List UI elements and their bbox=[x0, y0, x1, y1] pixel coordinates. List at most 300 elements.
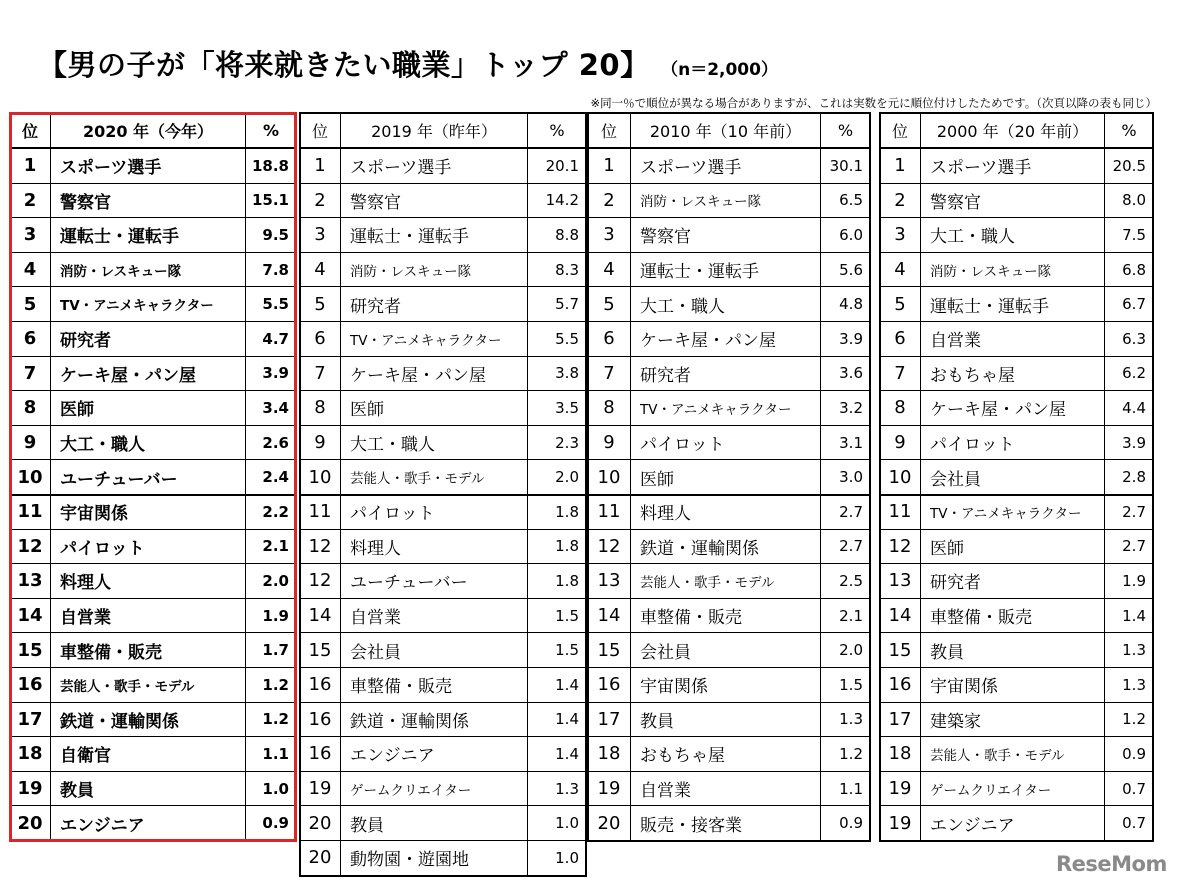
rank-cell: 5 bbox=[880, 287, 921, 322]
rank-cell: 1 bbox=[880, 149, 921, 184]
occupation-cell: 教員 bbox=[51, 772, 246, 807]
rank-cell: 2 bbox=[10, 184, 51, 219]
table-row bbox=[300, 841, 586, 876]
table-row bbox=[588, 806, 870, 841]
rank-header: 位 bbox=[10, 113, 51, 149]
occupation-cell: パイロット bbox=[341, 495, 528, 530]
rank-cell: 7 bbox=[880, 357, 921, 392]
table-row bbox=[300, 322, 586, 357]
rank-cell: 5 bbox=[300, 287, 341, 322]
occupation-cell: パイロット bbox=[921, 426, 1105, 461]
occupation-cell: 消防・レスキュー隊 bbox=[921, 253, 1105, 288]
occupation-cell: 大工・職人 bbox=[51, 426, 246, 461]
page-title bbox=[38, 43, 778, 84]
rank-cell: 20 bbox=[10, 806, 51, 841]
rank-cell: 13 bbox=[588, 564, 631, 599]
occupation-cell: スポーツ選手 bbox=[51, 149, 246, 184]
occupation-cell: ケーキ屋・パン屋 bbox=[921, 391, 1105, 426]
percent-cell: 1.3 bbox=[1105, 633, 1153, 668]
table-row bbox=[10, 460, 296, 495]
rank-cell: 10 bbox=[10, 460, 51, 495]
rank-cell: 3 bbox=[10, 218, 51, 253]
percent-cell: 1.8 bbox=[528, 530, 586, 565]
percent-cell: 2.7 bbox=[1105, 495, 1153, 530]
rank-cell: 7 bbox=[300, 357, 341, 392]
percent-cell: 3.9 bbox=[821, 322, 870, 357]
percent-cell: 6.7 bbox=[1105, 287, 1153, 322]
table-row bbox=[588, 668, 870, 703]
table-row bbox=[588, 149, 870, 184]
resemom-logo: ReseMom bbox=[1056, 852, 1167, 876]
occupation-cell: 宇宙関係 bbox=[921, 668, 1105, 703]
occupation-cell: 動物園・遊園地 bbox=[341, 841, 528, 876]
rank-cell: 13 bbox=[880, 564, 921, 599]
table-row bbox=[10, 184, 296, 219]
percent-cell: 2.7 bbox=[821, 530, 870, 565]
table-row bbox=[10, 495, 296, 530]
table-row bbox=[880, 772, 1153, 807]
percent-cell: 0.9 bbox=[246, 806, 296, 841]
rank-cell: 12 bbox=[300, 564, 341, 599]
rank-separator bbox=[588, 494, 870, 496]
percent-cell: 1.2 bbox=[1105, 703, 1153, 738]
percent-cell: 3.9 bbox=[1105, 426, 1153, 461]
occupation-cell: スポーツ選手 bbox=[341, 149, 528, 184]
rank-cell: 2 bbox=[588, 184, 631, 219]
percent-cell: 3.0 bbox=[821, 460, 870, 495]
rank-cell: 3 bbox=[880, 218, 921, 253]
rank-cell: 17 bbox=[10, 703, 51, 738]
percent-cell: 3.2 bbox=[821, 391, 870, 426]
percent-cell: 8.8 bbox=[528, 218, 586, 253]
table-row bbox=[588, 253, 870, 288]
percent-cell: 1.0 bbox=[246, 772, 296, 807]
percent-cell: 1.3 bbox=[528, 772, 586, 807]
rank-cell: 16 bbox=[300, 668, 341, 703]
percent-header: % bbox=[821, 113, 870, 149]
table-row bbox=[10, 218, 296, 253]
occupation-cell: 自営業 bbox=[51, 599, 246, 634]
occupation-cell: ゲームクリエイター bbox=[921, 772, 1105, 807]
rank-cell: 3 bbox=[588, 218, 631, 253]
table-row bbox=[880, 253, 1153, 288]
percent-cell: 1.1 bbox=[821, 772, 870, 807]
percent-cell: 2.0 bbox=[246, 564, 296, 599]
percent-cell: 1.5 bbox=[528, 599, 586, 634]
occupation-cell: スポーツ選手 bbox=[631, 149, 821, 184]
occupation-cell: 会社員 bbox=[921, 460, 1105, 495]
percent-cell: 4.7 bbox=[246, 322, 296, 357]
table-row bbox=[588, 322, 870, 357]
occupation-cell: 警察官 bbox=[921, 184, 1105, 219]
year-header: 2000 年（20 年前） bbox=[921, 113, 1105, 149]
rank-cell: 19 bbox=[880, 806, 921, 841]
occupation-cell: TV・アニメキャラクター bbox=[51, 287, 246, 322]
percent-cell: 1.9 bbox=[246, 599, 296, 634]
rank-cell: 6 bbox=[10, 322, 51, 357]
table-row bbox=[10, 737, 296, 772]
occupation-cell: 料理人 bbox=[51, 564, 246, 599]
rank-cell: 9 bbox=[300, 426, 341, 461]
occupation-cell: 消防・レスキュー隊 bbox=[341, 253, 528, 288]
occupation-cell: 建築家 bbox=[921, 703, 1105, 738]
percent-cell: 2.1 bbox=[246, 530, 296, 565]
percent-cell: 2.8 bbox=[1105, 460, 1153, 495]
occupation-cell: 運転士・運転手 bbox=[341, 218, 528, 253]
percent-header: % bbox=[246, 113, 296, 149]
rank-cell: 9 bbox=[588, 426, 631, 461]
occupation-cell: 芸能人・歌手・モデル bbox=[921, 737, 1105, 772]
table-row bbox=[880, 737, 1153, 772]
occupation-cell: 芸能人・歌手・モデル bbox=[631, 564, 821, 599]
year-header: 2020 年（今年） bbox=[51, 113, 246, 149]
occupation-cell: 料理人 bbox=[341, 530, 528, 565]
table-row bbox=[588, 218, 870, 253]
rank-cell: 10 bbox=[880, 460, 921, 495]
occupation-cell: おもちゃ屋 bbox=[631, 737, 821, 772]
percent-cell: 4.8 bbox=[821, 287, 870, 322]
percent-cell: 7.5 bbox=[1105, 218, 1153, 253]
table-row bbox=[880, 426, 1153, 461]
percent-cell: 1.0 bbox=[528, 806, 586, 841]
table-row bbox=[588, 633, 870, 668]
rank-cell: 6 bbox=[588, 322, 631, 357]
rank-cell: 12 bbox=[880, 530, 921, 565]
table-row bbox=[880, 806, 1153, 841]
table-row bbox=[880, 184, 1153, 219]
table-row bbox=[10, 668, 296, 703]
table-row bbox=[10, 357, 296, 392]
table-row bbox=[10, 322, 296, 357]
percent-cell: 1.5 bbox=[821, 668, 870, 703]
rank-separator bbox=[10, 494, 296, 496]
rank-cell: 19 bbox=[588, 772, 631, 807]
occupation-cell: 教員 bbox=[631, 703, 821, 738]
table-row bbox=[300, 391, 586, 426]
occupation-cell: エンジニア bbox=[921, 806, 1105, 841]
percent-cell: 8.3 bbox=[528, 253, 586, 288]
rank-cell: 2 bbox=[880, 184, 921, 219]
table-row bbox=[300, 772, 586, 807]
occupation-cell: 運転士・運転手 bbox=[921, 287, 1105, 322]
table-row bbox=[880, 460, 1153, 495]
table-row bbox=[588, 391, 870, 426]
table-row bbox=[300, 806, 586, 841]
occupation-cell: 芸能人・歌手・モデル bbox=[51, 668, 246, 703]
percent-header: % bbox=[1105, 113, 1153, 149]
rank-cell: 4 bbox=[10, 253, 51, 288]
percent-cell: 7.8 bbox=[246, 253, 296, 288]
footnote: ※同一％で順位が異なる場合がありますが、これは実数を元に順位付けしたためです。（次頁以降の表も同じ） bbox=[590, 96, 1157, 110]
occupation-cell: 大工・職人 bbox=[341, 426, 528, 461]
rank-cell: 16 bbox=[300, 703, 341, 738]
table-row bbox=[588, 564, 870, 599]
rank-cell: 19 bbox=[300, 772, 341, 807]
occupation-cell: 警察官 bbox=[631, 218, 821, 253]
table-row bbox=[880, 668, 1153, 703]
occupation-cell: 消防・レスキュー隊 bbox=[631, 184, 821, 219]
rank-cell: 15 bbox=[880, 633, 921, 668]
rank-cell: 8 bbox=[588, 391, 631, 426]
percent-cell: 0.7 bbox=[1105, 806, 1153, 841]
percent-cell: 3.4 bbox=[246, 391, 296, 426]
occupation-cell: 消防・レスキュー隊 bbox=[51, 253, 246, 288]
rank-cell: 16 bbox=[588, 668, 631, 703]
percent-cell: 1.1 bbox=[246, 737, 296, 772]
percent-cell: 1.7 bbox=[246, 633, 296, 668]
rank-cell: 1 bbox=[10, 149, 51, 184]
table-row bbox=[300, 253, 586, 288]
occupation-cell: 販売・接客業 bbox=[631, 806, 821, 841]
percent-cell: 2.7 bbox=[821, 495, 870, 530]
percent-cell: 5.7 bbox=[528, 287, 586, 322]
occupation-cell: 研究者 bbox=[51, 322, 246, 357]
occupation-cell: 宇宙関係 bbox=[631, 668, 821, 703]
percent-cell: 2.7 bbox=[1105, 530, 1153, 565]
rank-cell: 4 bbox=[588, 253, 631, 288]
percent-cell: 6.5 bbox=[821, 184, 870, 219]
table-row bbox=[588, 184, 870, 219]
percent-cell: 1.2 bbox=[246, 703, 296, 738]
percent-cell: 1.3 bbox=[821, 703, 870, 738]
occupation-cell: 車整備・販売 bbox=[921, 599, 1105, 634]
table-row bbox=[10, 564, 296, 599]
table-row bbox=[10, 772, 296, 807]
table-row bbox=[588, 426, 870, 461]
occupation-cell: 料理人 bbox=[631, 495, 821, 530]
occupation-cell: 自衛官 bbox=[51, 737, 246, 772]
table-row bbox=[300, 530, 586, 565]
percent-cell: 1.0 bbox=[528, 841, 586, 876]
rank-cell: 16 bbox=[880, 668, 921, 703]
occupation-cell: 教員 bbox=[921, 633, 1105, 668]
rank-cell: 16 bbox=[10, 668, 51, 703]
percent-cell: 1.4 bbox=[528, 668, 586, 703]
percent-cell: 1.4 bbox=[1105, 599, 1153, 634]
rank-cell: 20 bbox=[300, 841, 341, 876]
percent-cell: 1.8 bbox=[528, 495, 586, 530]
percent-cell: 6.3 bbox=[1105, 322, 1153, 357]
percent-cell: 1.5 bbox=[528, 633, 586, 668]
table-row bbox=[880, 703, 1153, 738]
percent-cell: 3.1 bbox=[821, 426, 870, 461]
rank-cell: 11 bbox=[880, 495, 921, 530]
percent-cell: 3.5 bbox=[528, 391, 586, 426]
table-row bbox=[10, 287, 296, 322]
percent-cell: 1.4 bbox=[528, 737, 586, 772]
rank-cell: 5 bbox=[588, 287, 631, 322]
table-row bbox=[10, 703, 296, 738]
percent-cell: 2.6 bbox=[246, 426, 296, 461]
percent-cell: 5.5 bbox=[246, 287, 296, 322]
percent-cell: 2.0 bbox=[528, 460, 586, 495]
occupation-cell: ユーチューバー bbox=[51, 460, 246, 495]
percent-cell: 1.3 bbox=[1105, 668, 1153, 703]
percent-cell: 2.1 bbox=[821, 599, 870, 634]
percent-cell: 8.0 bbox=[1105, 184, 1153, 219]
rank-cell: 9 bbox=[880, 426, 921, 461]
percent-cell: 0.7 bbox=[1105, 772, 1153, 807]
table-row bbox=[300, 149, 586, 184]
table-row bbox=[300, 218, 586, 253]
percent-cell: 6.8 bbox=[1105, 253, 1153, 288]
table-row bbox=[300, 737, 586, 772]
table-row bbox=[300, 426, 586, 461]
occupation-cell: 研究者 bbox=[921, 564, 1105, 599]
occupation-cell: パイロット bbox=[631, 426, 821, 461]
percent-cell: 2.0 bbox=[821, 633, 870, 668]
occupation-cell: 自営業 bbox=[341, 599, 528, 634]
rank-cell: 8 bbox=[300, 391, 341, 426]
rank-cell: 15 bbox=[10, 633, 51, 668]
occupation-cell: 医師 bbox=[631, 460, 821, 495]
table-row bbox=[300, 287, 586, 322]
table-row bbox=[10, 806, 296, 841]
rank-cell: 7 bbox=[588, 357, 631, 392]
percent-cell: 20.1 bbox=[528, 149, 586, 184]
occupation-cell: 会社員 bbox=[341, 633, 528, 668]
table-row bbox=[10, 426, 296, 461]
rank-cell: 15 bbox=[300, 633, 341, 668]
percent-cell: 18.8 bbox=[246, 149, 296, 184]
rank-header: 位 bbox=[880, 113, 921, 149]
percent-cell: 9.5 bbox=[246, 218, 296, 253]
rank-cell: 6 bbox=[300, 322, 341, 357]
occupation-cell: 医師 bbox=[921, 530, 1105, 565]
percent-cell: 3.9 bbox=[246, 357, 296, 392]
rank-cell: 14 bbox=[300, 599, 341, 634]
occupation-cell: 警察官 bbox=[341, 184, 528, 219]
percent-cell: 14.2 bbox=[528, 184, 586, 219]
rank-cell: 12 bbox=[10, 530, 51, 565]
occupation-cell: 医師 bbox=[341, 391, 528, 426]
percent-cell: 4.4 bbox=[1105, 391, 1153, 426]
occupation-cell: 警察官 bbox=[51, 184, 246, 219]
occupation-cell: TV・アニメキャラクター bbox=[921, 495, 1105, 530]
occupation-cell: TV・アニメキャラクター bbox=[341, 322, 528, 357]
rank-cell: 19 bbox=[10, 772, 51, 807]
table-row bbox=[880, 599, 1153, 634]
occupation-cell: 医師 bbox=[51, 391, 246, 426]
percent-cell: 2.2 bbox=[246, 495, 296, 530]
occupation-cell: 運転士・運転手 bbox=[51, 218, 246, 253]
rank-cell: 15 bbox=[588, 633, 631, 668]
rank-cell: 19 bbox=[880, 772, 921, 807]
percent-cell: 3.6 bbox=[821, 357, 870, 392]
rank-cell: 14 bbox=[588, 599, 631, 634]
table-row bbox=[880, 391, 1153, 426]
occupation-cell: 大工・職人 bbox=[631, 287, 821, 322]
percent-cell: 1.2 bbox=[246, 668, 296, 703]
rank-cell: 13 bbox=[10, 564, 51, 599]
table-row bbox=[10, 253, 296, 288]
table-header bbox=[300, 113, 586, 149]
percent-cell: 2.3 bbox=[528, 426, 586, 461]
table-row bbox=[880, 287, 1153, 322]
occupation-cell: 鉄道・運輸関係 bbox=[341, 703, 528, 738]
occupation-cell: TV・アニメキャラクター bbox=[631, 391, 821, 426]
occupation-cell: ゲームクリエイター bbox=[341, 772, 528, 807]
percent-cell: 5.6 bbox=[821, 253, 870, 288]
rank-cell: 11 bbox=[588, 495, 631, 530]
rank-cell: 3 bbox=[300, 218, 341, 253]
percent-cell: 1.8 bbox=[528, 564, 586, 599]
percent-header: % bbox=[528, 113, 586, 149]
rank-cell: 7 bbox=[10, 357, 51, 392]
rank-cell: 10 bbox=[588, 460, 631, 495]
percent-cell: 2.5 bbox=[821, 564, 870, 599]
occupation-cell: おもちゃ屋 bbox=[921, 357, 1105, 392]
year-header: 2010 年（10 年前） bbox=[631, 113, 821, 149]
occupation-cell: 自営業 bbox=[631, 772, 821, 807]
occupation-cell: 車整備・販売 bbox=[341, 668, 528, 703]
table-header bbox=[10, 113, 296, 149]
rank-cell: 1 bbox=[300, 149, 341, 184]
rank-cell: 20 bbox=[300, 806, 341, 841]
percent-cell: 1.2 bbox=[821, 737, 870, 772]
table-row bbox=[300, 184, 586, 219]
occupation-cell: 大工・職人 bbox=[921, 218, 1105, 253]
table-row bbox=[880, 357, 1153, 392]
percent-cell: 20.5 bbox=[1105, 149, 1153, 184]
title-text: 【男の子が「将来就きたい職業」トップ 20】 bbox=[38, 48, 650, 82]
table-row bbox=[880, 149, 1153, 184]
rank-cell: 6 bbox=[880, 322, 921, 357]
table-row bbox=[880, 322, 1153, 357]
table-row bbox=[880, 530, 1153, 565]
table-row bbox=[588, 530, 870, 565]
rank-cell: 14 bbox=[10, 599, 51, 634]
table-row bbox=[10, 149, 296, 184]
percent-cell: 1.4 bbox=[528, 703, 586, 738]
occupation-cell: 車整備・販売 bbox=[631, 599, 821, 634]
rank-cell: 2 bbox=[300, 184, 341, 219]
rank-cell: 12 bbox=[588, 530, 631, 565]
table-row bbox=[588, 599, 870, 634]
rank-cell: 4 bbox=[880, 253, 921, 288]
table-header bbox=[588, 113, 870, 149]
table-row bbox=[300, 599, 586, 634]
rank-cell: 11 bbox=[300, 495, 341, 530]
rank-cell: 10 bbox=[300, 460, 341, 495]
rank-cell: 8 bbox=[10, 391, 51, 426]
table-row bbox=[588, 460, 870, 495]
table-row bbox=[588, 495, 870, 530]
rank-header: 位 bbox=[588, 113, 631, 149]
table-row bbox=[880, 564, 1153, 599]
rank-cell: 1 bbox=[588, 149, 631, 184]
occupation-cell: 教員 bbox=[341, 806, 528, 841]
occupation-cell: ケーキ屋・パン屋 bbox=[51, 357, 246, 392]
occupation-cell: 研究者 bbox=[341, 287, 528, 322]
occupation-cell: スポーツ選手 bbox=[921, 149, 1105, 184]
occupation-cell: 自営業 bbox=[921, 322, 1105, 357]
rank-cell: 12 bbox=[300, 530, 341, 565]
rank-cell: 17 bbox=[588, 703, 631, 738]
table-row bbox=[880, 218, 1153, 253]
percent-cell: 3.8 bbox=[528, 357, 586, 392]
table-row bbox=[880, 633, 1153, 668]
occupation-cell: エンジニア bbox=[341, 737, 528, 772]
rank-separator bbox=[300, 494, 586, 496]
table-row bbox=[300, 703, 586, 738]
rank-cell: 18 bbox=[588, 737, 631, 772]
rank-cell: 18 bbox=[880, 737, 921, 772]
table-row bbox=[588, 703, 870, 738]
table-row bbox=[300, 564, 586, 599]
occupation-cell: 運転士・運転手 bbox=[631, 253, 821, 288]
rank-cell: 4 bbox=[300, 253, 341, 288]
